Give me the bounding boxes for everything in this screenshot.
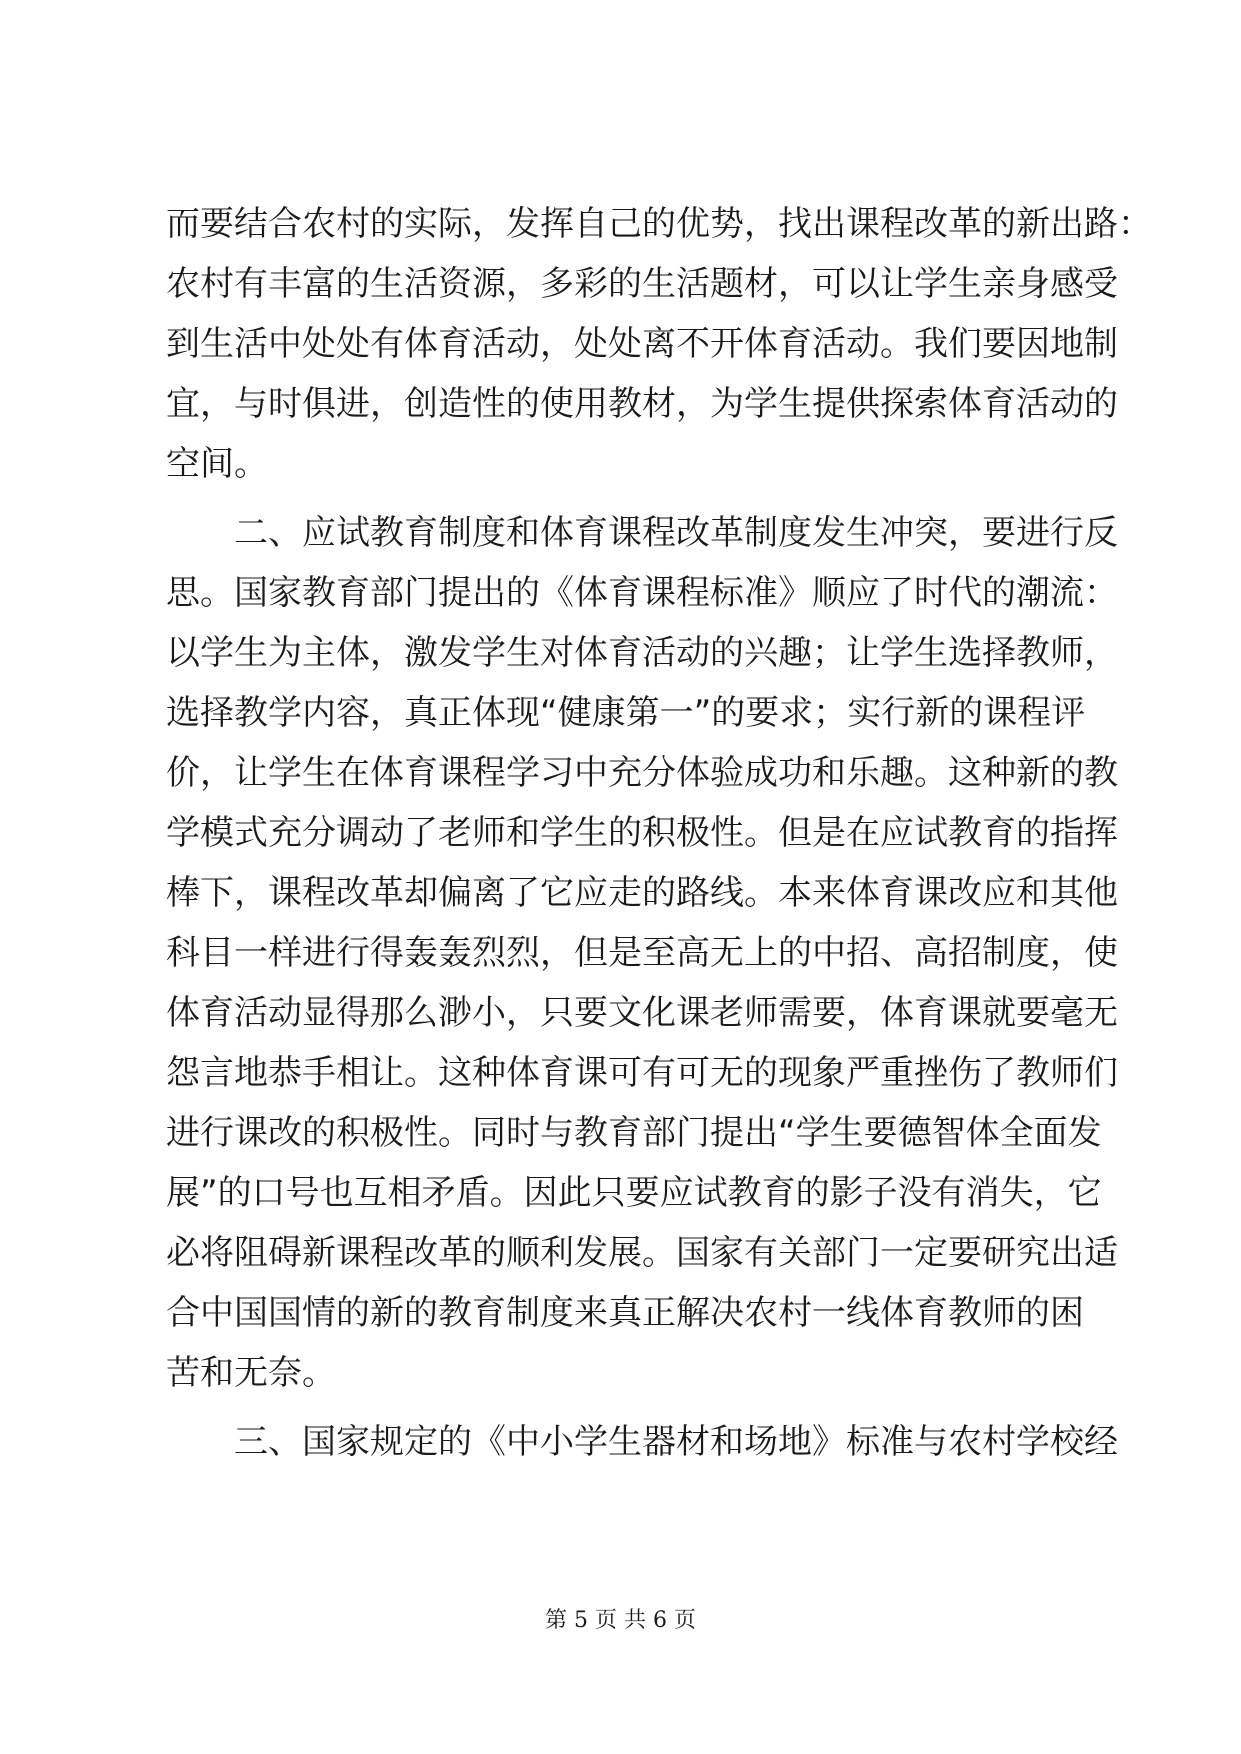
text-line: 空间。 (166, 444, 268, 484)
page-footer: 第 5 页 共 6 页 (545, 1608, 696, 1633)
text-line: 宜，与时俱进，创造性的使用教材，为学生提供探索体育活动的 (166, 384, 1118, 424)
text-line: 苦和无奈。 (166, 1353, 336, 1393)
text-line: 进行课改的积极性。同时与教育部门提出“学生要德智体全面发 (166, 1113, 1102, 1153)
text-line: 棒下，课程改革却偏离了它应走的路线。本来体育课改应和其他 (166, 873, 1118, 913)
text-line: 到生活中处处有体育活动，处处离不开体育活动。我们要因地制 (166, 324, 1118, 364)
text-line: 思。国家教育部门提出的《体育课程标准》顺应了时代的潮流： (166, 573, 1118, 613)
text-line: 以学生为主体，激发学生对体育活动的兴趣；让学生选择教师， (166, 633, 1118, 673)
text-line: 必将阻碍新课程改革的顺利发展。国家有关部门一定要研究出适 (166, 1233, 1118, 1273)
text-line: 展”的口号也互相矛盾。因此只要应试教育的影子没有消失，它 (166, 1173, 1102, 1213)
text-line: 三、国家规定的《中小学生器材和场地》标准与农村学校经 (166, 1422, 1118, 1462)
text-line: 体育活动显得那么渺小，只要文化课老师需要，体育课就要毫无 (166, 993, 1118, 1033)
text-line: 选择教学内容，真正体现“健康第一”的要求；实行新的课程评 (166, 693, 1086, 733)
text-line: 怨言地恭手相让。这种体育课可有可无的现象严重挫伤了教师们 (166, 1053, 1118, 1093)
text-line: 学模式充分调动了老师和学生的积极性。但是在应试教育的指挥 (166, 813, 1118, 853)
text-line: 合中国国情的新的教育制度来真正解决农村一线体育教师的困 (166, 1293, 1084, 1333)
body-text (166, 194, 1152, 1472)
text-line: 价，让学生在体育课程学习中充分体验成功和乐趣。这种新的教 (166, 753, 1118, 793)
text-line: 农村有丰富的生活资源，多彩的生活题材，可以让学生亲身感受 (166, 264, 1118, 304)
text-line: 而要结合农村的实际，发挥自己的优势，找出课程改革的新出路： (166, 204, 1152, 244)
text-line: 二、应试教育制度和体育课程改革制度发生冲突，要进行反 (166, 513, 1118, 553)
text-line: 科目一样进行得轰轰烈烈，但是至高无上的中招、高招制度，使 (166, 933, 1118, 973)
